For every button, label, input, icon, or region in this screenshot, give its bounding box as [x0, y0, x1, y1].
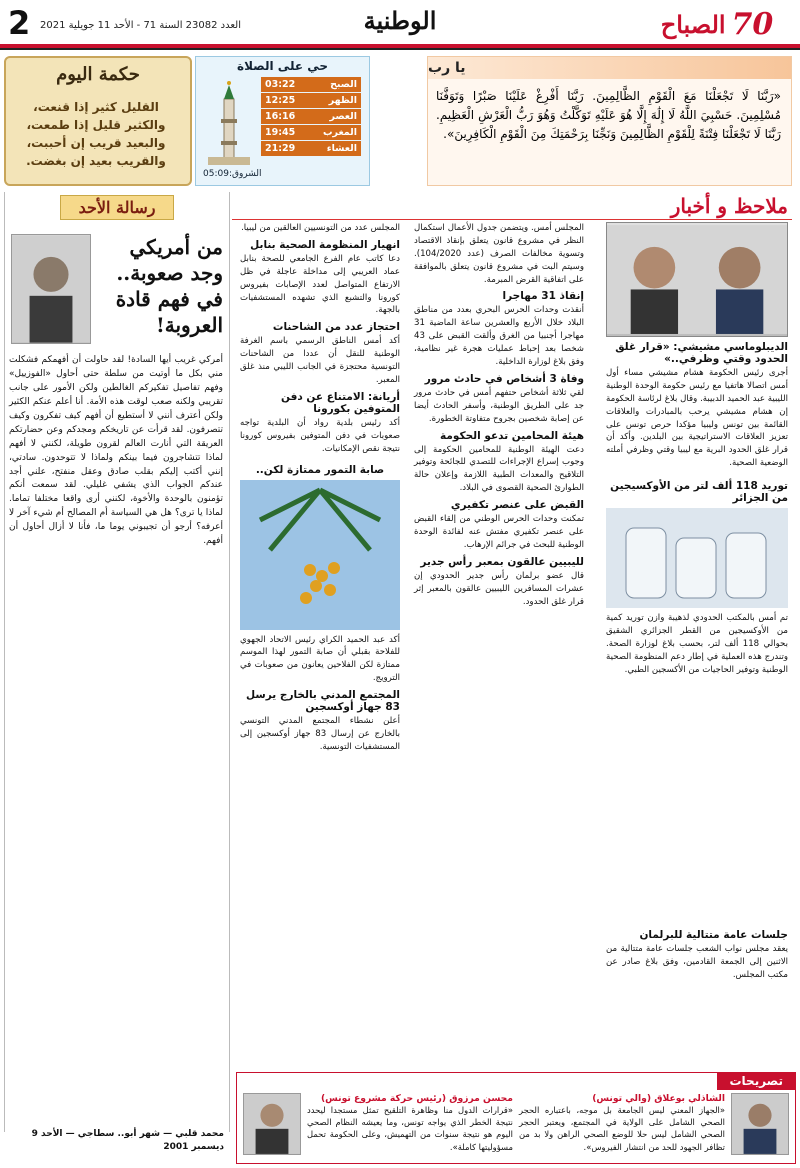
col2-headline-4[interactable]: القبض على عنصر تكفيري	[450, 499, 584, 512]
parliament-story	[602, 925, 792, 1065]
statement-photo	[731, 1093, 789, 1155]
letter-headline[interactable]: من أمريكي وجد صعوبة.. في فهم قادة العروبة!	[115, 235, 223, 337]
lead-column	[602, 222, 792, 742]
wisdom-box	[4, 56, 192, 186]
oxygen-headline[interactable]: توريد 118 ألف لتر من الأوكسيجين من الجزائر	[610, 480, 788, 505]
wisdom-title: حكمة اليوم	[56, 64, 140, 85]
lead-headline[interactable]: الديبلوماسي مشيشي: «قرار غلق الحدود وقتي وظرفي..»	[615, 341, 788, 365]
parliament-headline[interactable]: جلسات عامة متتالية للبرلمان	[639, 929, 788, 941]
mid-body-top: المجلس عدد من التونسيين العالقين من ليبيا.	[241, 223, 400, 233]
person-portrait-icon	[732, 1094, 788, 1154]
col2-headline-1[interactable]: إنقاذ 31 مهاجرا	[502, 290, 584, 303]
news-column-2	[410, 222, 588, 1132]
page-number: 2	[8, 4, 31, 42]
section-band	[232, 192, 792, 220]
person-portrait-icon	[244, 1094, 300, 1154]
statement-name: محسن مرزوق (رئيس حركة مشروع تونس)	[320, 1093, 513, 1104]
prayer-time: 03:22	[265, 79, 296, 90]
wisdom-text: القليل كثير إذا قنعت، والكثير قليل إذا طمعت، والبعيد قريب إن أحببت، والقريب بعيد إن بغضت.	[26, 100, 166, 168]
logo-anniversary-number: 70	[731, 6, 774, 42]
section-title: الوطنية	[363, 6, 437, 35]
prayer-name: المغرب	[322, 127, 357, 138]
palm-dates-image-icon	[240, 480, 400, 630]
masthead-rule	[0, 44, 800, 48]
news-column-3	[236, 222, 404, 978]
letter-column	[4, 192, 230, 1132]
col2-body-5: قال عضو برلمان رأس جدير الحدودي إن عشرات المسافرين الليبيين عالقون بالمعبر إثر قرار غلق الحدود.	[414, 570, 584, 607]
col2-headline-3[interactable]: هيئة المحامين تدعو الحكومة	[440, 429, 584, 442]
prayer-name: العصر	[329, 111, 357, 122]
minaret-icon	[202, 79, 256, 167]
col2-body-2: لقي ثلاثة أشخاص حتفهم أمس في حادث مرور جد على الطريق الوطنية، وأسفر الحادث أيضا عن إصابة شخصين بجروح متفاوتة الخطورة.	[414, 387, 584, 424]
statement-item	[519, 1093, 789, 1163]
ya-rab-header	[428, 57, 791, 79]
statements-title: تصريحات	[729, 1074, 783, 1088]
author-photo	[11, 234, 91, 344]
section-band-title: ملاحظ و أخبار	[670, 194, 788, 218]
prayer-name: الظهر	[328, 95, 357, 106]
mid-body-1: دعا كاتب عام الفرع الجامعي للصحة بنابل عماد العريبي إلى مداخلة عاجلة في ظل الارتفاع المتواصل لعدد الإصابات بفيروس كورونا والتشبع الذي تشهده المستشفيات بالجهة.	[240, 253, 400, 316]
prayer-row-maghrib	[261, 125, 361, 140]
letter-signature: محمد قلبي — شهر أبو.. سطاجي — الأحد 9 ديسمبر 2001	[31, 1129, 224, 1152]
statements-header	[717, 1072, 795, 1090]
sunrise-time: الشروق:05:09	[203, 169, 262, 179]
statement-text: «الجهاز المعني ليس الجامعة بل موجه، باعتباره الحجر الصحي الشامل على الولاية في المجتمع، ويعتبر الحجر الصحي الشامل ليس حلا للوضع الصحي الراهن ولا بد من تظافر الجهود للحد من انتشار الفيروس».	[519, 1105, 725, 1152]
portraits-image-icon	[607, 223, 787, 336]
prayer-row-asr	[261, 109, 361, 124]
col2-headline-2[interactable]: وفاة 3 أشخاص في حادث مرور	[424, 372, 584, 385]
mid-headline-5[interactable]: المجتمع المدني بالخارج يرسل 83 جهاز أوكسجين	[246, 689, 400, 714]
prayer-name: الصبح	[330, 79, 357, 90]
lead-body: أجرى رئيس الحكومة هشام مشيشي مساء أول أمس اتصالا هاتفيا مع رئيس حكومة الوحدة الوطنية الليبية عبد الحميد الدبيبة. وقال بلاغ لرئاسة الحكومة إن هشام مشيشي يرحب بالمبادرات والعلاقات القائمة بين تونس وليبيا مؤكدا حرص تونس على تعزيز العلاقات الاستراتيجية بين البلدين. وأكد أن قرار غلق الحدود البرية مع ليبيا وقتي وظرفي أملته الوضعية الصحية.	[606, 368, 788, 469]
prayer-name: العشاء	[326, 143, 357, 154]
author-portrait-icon	[12, 235, 90, 343]
newspaper-logo[interactable]	[642, 4, 792, 44]
issue-info: العدد 23082 السنة 71 - الأحد 11 جويلية 2021	[40, 20, 241, 31]
oxygen-equipment-image-icon	[606, 508, 788, 608]
prayer-times-box	[195, 56, 370, 186]
letter-body: أمركي غريب أيها السادة! لقد حاولت أن أفهمكم فشكلت مني بكل ما أوتيت من سلطة حتى أحاول «الفوزييل» وفهم تفاصيل تفكيركم الغالطين ولكن الأمور على جانب تقريبي ولكنه صعب لوقت هذه الأمة. أنا أعلم عنكم الكثير ولكن أعترف أنني لا أستطيع أن أفهم كيف تفكرون وكيف تتصرفون. لقد قرأت عن تاريخكم ومجدكم وعن حضارتكم العريقة التي أنارت العالم لقرون طويلة، لكنني لا أفهم لماذا تتشاجرون فيما بينكم ولماذا لا تتوحدون. سادتي، إنني أكتب إليكم بقلب صادق وعقل منفتح، علني أجد عندكم الجواب الذي يشفي غليلي. لقد سمعت أنكم تؤمنون بالوحدة والأخوة، لكنني أرى واقعا مختلفا تماما. لماذا يا ترى؟ هل هي السياسة أم المصالح أم شيء آخر لا أعرفه؟ أرجو أن تجيبوني يوما ما، فأنا لا أزال أحاول أن أفهم.	[9, 355, 223, 547]
prayer-time: 21:29	[265, 143, 296, 154]
dates-photo-caption[interactable]: صابة التمور ممتازة لكن..	[255, 463, 385, 476]
col2-headline-5[interactable]: لليبيين عالقون بمعبر رأس جدير	[420, 555, 584, 568]
prayer-time: 12:25	[265, 95, 296, 106]
mid-body-5: أعلن نشطاء المجتمع المدني التونسي بالخارج عن إرسال 83 جهاز أوكسجين إلى المستشفيات التونسية.	[240, 716, 400, 752]
mid-headline-3[interactable]: أريانة: الامتناع عن دفن المتوفين بكورونا	[281, 390, 400, 415]
parliament-body: يعقد مجلس نواب الشعب جلسات عامة متتالية من الاثنين إلى الجمعة القادمين، وفق بلاغ صادر عن مكتب المجلس.	[606, 944, 788, 980]
oxygen-photo	[606, 508, 788, 608]
prayer-title: حي على الصلاة	[236, 59, 329, 73]
logo-wordmark: الصباح	[660, 9, 726, 39]
statement-text: «قرارات الدول منا وظاهرة التلقيح تمثل مستجدا ليحدد نتيجة الخطر الذي يواجه تونس، وما يعيشه النظام الصحي اليوم هو نتيجة سنوات من التهميش، وعلى الحكومة تحمل مسؤوليتها كاملة».	[307, 1105, 513, 1152]
prayer-row-dhuhr	[261, 93, 361, 108]
col2-body-3: دعت الهيئة الوطنية للمحامين الحكومة إلى وجوب إسراع الإجراءات للتصدي للجائحة وتوفير التلاقيح والمعدات الطبية اللازمة وإعلان حالة الطوارئ الصحية القصوى في البلاد.	[414, 444, 584, 494]
ya-rab-text: «رَبَّنَا لَا تَجْعَلْنَا مَعَ الْقَوْمِ الظَّالِمِينَ. رَبَّنَا أَفْرِغْ عَلَيْنَا صَبْرًا وَتَوَفَّنَا مُسْلِمِينَ. حَسْبِيَ اللَّهُ لَا إِلَٰهَ إِلَّا هُوَ عَلَيْهِ تَوَكَّلْتُ وَهُوَ رَبُّ الْعَرْشِ الْعَظِيمِ. رَبَّنَا لَا تَجْعَلْنَا فِتْنَةً لِلْقَوْمِ الظَّالِمِينَ وَنَجِّنَا بِرَحْمَتِكَ مِنَ الْقَوْمِ الْكَافِرِينَ».	[436, 89, 781, 142]
ya-rab-box	[427, 56, 792, 186]
mid-headline-2[interactable]: احتجاز عدد من الشاحنات	[272, 321, 400, 334]
prayer-list	[261, 77, 361, 157]
letter-header	[5, 192, 229, 222]
mid-body-4: أكد عبد الحميد الكراي رئيس الاتحاد الجهوي للفلاحة بقبلي أن صابة التمور لهذا الموسم ممتازة لكن الفلاحين يعانون من صعوبات في الترويج.	[240, 634, 400, 684]
oxygen-body: تم أمس بالمكتب الحدودي لذهيبة وازن توريد كمية من الأوكسيجين من القطر الجزائري الشقيق بحوالي 118 ألف لتر، بحسب بلاغ لوزارة الصحة. وتندرج هذه العملية في إطار دعم المنظومة الصحية الوطنية وتوفير الحاجيات من الأكسجين الطبي.	[606, 613, 788, 675]
statements-box	[236, 1072, 796, 1164]
prayer-time: 19:45	[265, 127, 296, 138]
col2-body-4: تمكنت وحدات الحرس الوطني من إلقاء القبض على عنصر تكفيري مفتش عنه لفائدة الوحدة الوطنية للبحث في جرائم الإرهاب.	[414, 514, 584, 550]
prayer-row-fajr	[261, 77, 361, 92]
mid-body-3: أكد رئيس بلدية رواد أن البلدية تواجه صعوبات في دفن المتوفين بفيروس كورونا نتيجة نقص الإمكانيات.	[240, 417, 400, 454]
statement-name: الشاذلي بوعلاق (والي تونس)	[592, 1093, 725, 1104]
statement-item	[243, 1093, 513, 1163]
statement-photo	[243, 1093, 301, 1155]
prayer-time: 16:16	[265, 111, 296, 122]
mid-headline-1[interactable]: انهيار المنظومة الصحية بنابل	[250, 238, 400, 251]
masthead	[0, 0, 800, 50]
dates-photo	[240, 480, 400, 630]
col2-body-top: المجلس أمس. ويتضمن جدول الأعمال استكمال النظر في مشروع قانون يتعلق بإنقاذ الاقتصاد وتسوية مخالفات الصرف (عدد 104/2020). وسيتم البت في مشروع قانون يتعلق بالموافقة على اتفاقية القرض المبرمة.	[414, 223, 584, 285]
letter-header-label: رسالة الأحد	[60, 195, 175, 220]
col2-body-1: أنقذت وحدات الحرس البحري بعدد من مناطق البلاد خلال الأربع والعشرين ساعة الماضية 31 مهاجرا أجنبيا من الغرق وألقت القبض على 43 شخصا بعد إحباط عمليات هجرة غير نظامية، وفق بلاغ لوزارة الداخلية.	[414, 305, 584, 368]
mid-body-2: أكد أمس الناطق الرسمي باسم الغرفة الوطنية للنقل أن عددا من الشاحنات التونسية محتجزة في الجانب الليبي منذ غلق المعبر.	[240, 336, 400, 386]
lead-photo	[606, 222, 788, 337]
prayer-row-isha	[261, 141, 361, 156]
ya-rab-title: يا رب	[428, 60, 466, 76]
